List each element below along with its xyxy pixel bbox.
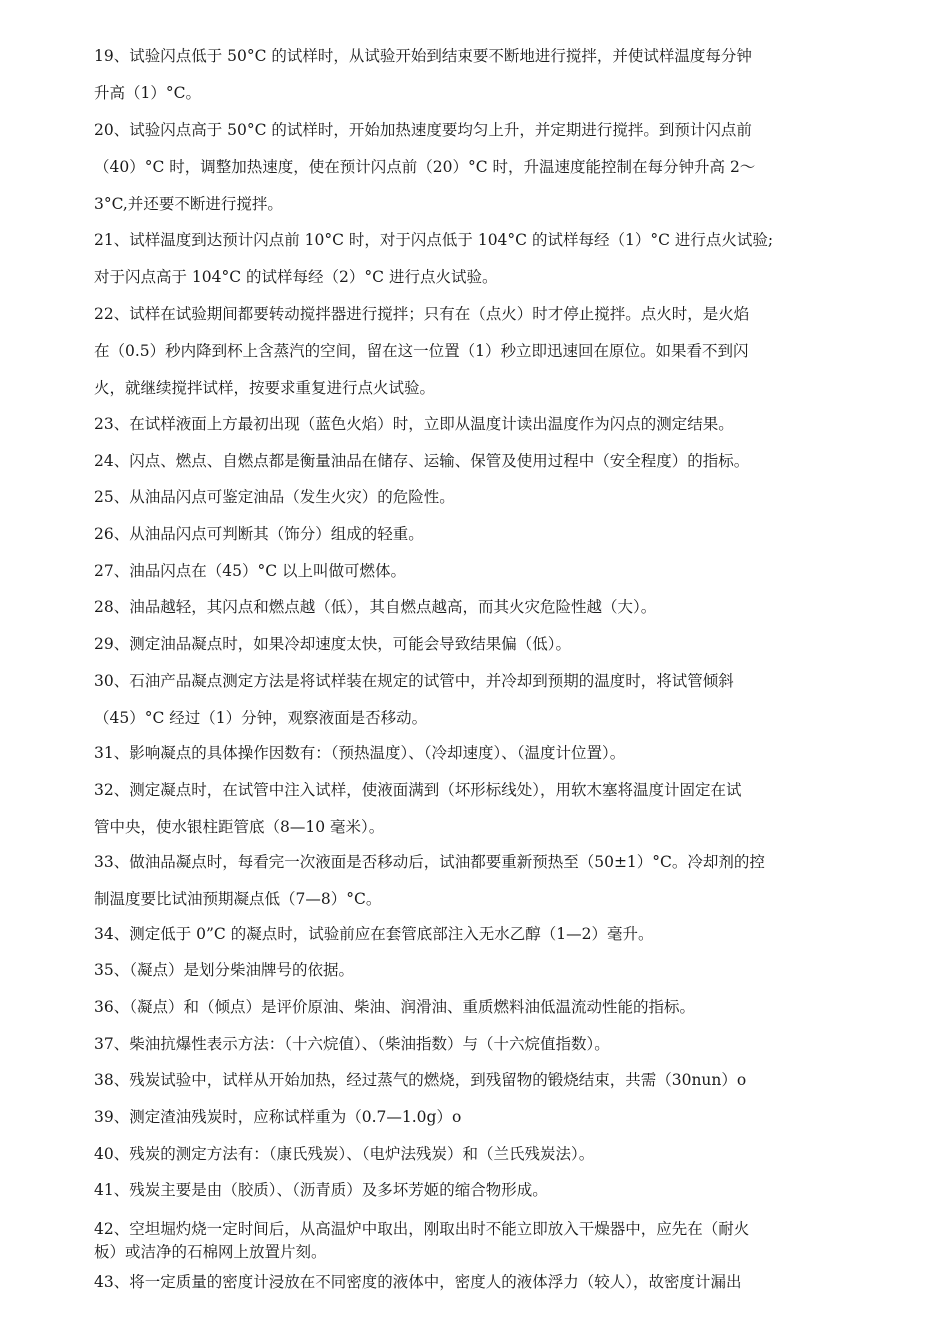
list-item xyxy=(94,772,856,846)
list-item xyxy=(94,916,856,953)
text-line: 30、石油产品凝点测定方法是将试样装在规定的试管中，并冷却到预期的温度时，将试管倾斜 xyxy=(94,672,734,690)
list-item xyxy=(94,222,856,296)
list-item xyxy=(94,1264,856,1301)
list-item xyxy=(94,516,856,553)
list-item xyxy=(94,1218,856,1264)
text-line: 32、测定凝点时，在试管中注入试样，使液面满到（坏形标线处），用软木塞将温度计固定在试 xyxy=(94,781,742,799)
list-item xyxy=(94,626,856,663)
text-line: 34、测定低于 0”C 的凝点时，试验前应在套管底部注入无水乙醇（1—2）毫升。 xyxy=(94,925,654,943)
list-item xyxy=(94,1172,856,1209)
text-line: 23、在试样液面上方最初出现（蓝色火焰）时，立即从温度计读出温度作为闪点的测定结果。 xyxy=(94,415,734,433)
text-line: 管中央，使水银柱距管底（8—10 毫米）。 xyxy=(94,818,385,836)
text-line: 3°C,并还要不断进行搅拌。 xyxy=(94,195,283,213)
text-line: 制温度要比试油预期凝点低（7—8）°C。 xyxy=(94,890,382,908)
text-line: 21、试样温度到达预计闪点前 10°C 时，对于闪点低于 104°C 的试样每经（1）°C 进行点火试验; xyxy=(94,231,774,249)
list-item xyxy=(94,663,856,737)
list-item xyxy=(94,989,856,1026)
text-line: 板）或洁净的石棉网上放置片刻。 xyxy=(94,1243,327,1261)
text-line: 31、影响凝点的具体操作因数有：（预热温度）、（冷却速度）、（温度计位置）。 xyxy=(94,744,626,762)
text-line: 19、试验闪点低于 50°C 的试样时，从试验开始到结束要不断地进行搅拌，并使试样温度每分钟 xyxy=(94,47,752,65)
list-item xyxy=(94,1099,856,1136)
list-item xyxy=(94,112,856,223)
text-line: 41、残炭主要是由（胶质）、（沥青质）及多坏芳姬的缩合物形成。 xyxy=(94,1181,548,1199)
list-item xyxy=(94,1026,856,1063)
list-item xyxy=(94,38,856,112)
list-item xyxy=(94,406,856,443)
text-line: 在（0.5）秒内降到杯上含蒸汽的空间，留在这一位置（1）秒立即迅速回在原位。如果看不到闪 xyxy=(94,342,749,360)
text-line: 升高（1）°C。 xyxy=(94,84,201,102)
text-line: 37、柴油抗爆性表示方法：（十六烷值）、（柴油指数）与（十六烷值指数）。 xyxy=(94,1035,610,1053)
text-line: 38、残炭试验中，试样从开始加热，经过蒸气的燃烧，到残留物的锻烧结束，共需（30nun）o xyxy=(94,1071,747,1089)
text-line: 20、试验闪点高于 50°C 的试样时，开始加热速度要均匀上升，并定期进行搅拌。到预计闪点前 xyxy=(94,121,752,139)
text-line: 35、（凝点）是划分柴油牌号的依据。 xyxy=(94,961,354,979)
list-item xyxy=(94,1062,856,1099)
text-line: 28、油品越轻，其闪点和燃点越（低），其自燃点越高，而其火灾危险性越（大）。 xyxy=(94,598,657,616)
text-line: 火，就继续搅拌试样，按要求重复进行点火试验。 xyxy=(94,379,436,397)
text-line: 25、从油品闪点可鉴定油品（发生火灾）的危险性。 xyxy=(94,488,455,506)
text-line: 26、从油品闪点可判断其（饰分）组成的轻重。 xyxy=(94,525,424,543)
text-line: 40、残炭的测定方法有：（康氏残炭）、（电炉法残炭）和（兰氏残炭法）。 xyxy=(94,1145,595,1163)
list-item xyxy=(94,844,856,918)
list-item xyxy=(94,479,856,516)
list-item xyxy=(94,952,856,989)
text-line: 27、油品闪点在（45）°C 以上叫做可燃体。 xyxy=(94,562,406,580)
text-line: 42、空坦堀灼烧一定时间后，从高温炉中取出，刚取出时不能立即放入干燥器中，应先在（耐火 xyxy=(94,1220,750,1238)
text-line: 33、做油品凝点时，每看完一次液面是否移动后，试油都要重新预热至（50±1）°C。冷却剂的控 xyxy=(94,853,765,871)
text-line: 24、闪点、燃点、自燃点都是衡量油品在储存、运输、保管及使用过程中（安全程度）的指标。 xyxy=(94,452,750,470)
text-line: （45）°C 经过（1）分钟，观察液面是否移动。 xyxy=(94,709,428,727)
list-item xyxy=(94,1136,856,1173)
list-item xyxy=(94,735,856,772)
text-line: 36、（凝点）和（倾点）是评价原油、柴油、润滑油、重质燃料油低温流动性能的指标。 xyxy=(94,998,695,1016)
text-line: 39、测定渣油残炭时，应称试样重为（0.7—1.0g）o xyxy=(94,1108,462,1126)
text-line: 22、试样在试验期间都要转动搅拌器进行搅拌；只有在（点火）时才停止搅拌。点火时，是火焰 xyxy=(94,305,750,323)
list-item xyxy=(94,443,856,480)
list-item xyxy=(94,553,856,590)
list-item xyxy=(94,296,856,407)
text-line: （40）°C 时，调整加热速度，使在预计闪点前（20）°C 时，升温速度能控制在每分钟升高 2〜 xyxy=(94,158,756,176)
text-line: 对于闪点高于 104°C 的试样每经（2）°C 进行点火试验。 xyxy=(94,268,498,286)
list-item xyxy=(94,589,856,626)
text-line: 29、测定油品凝点时，如果冷却速度太快，可能会导致结果偏（低）。 xyxy=(94,635,571,653)
text-line: 43、将一定质量的密度计浸放在不同密度的液体中，密度人的液体浮力（较人），故密度计漏出 xyxy=(94,1273,742,1291)
